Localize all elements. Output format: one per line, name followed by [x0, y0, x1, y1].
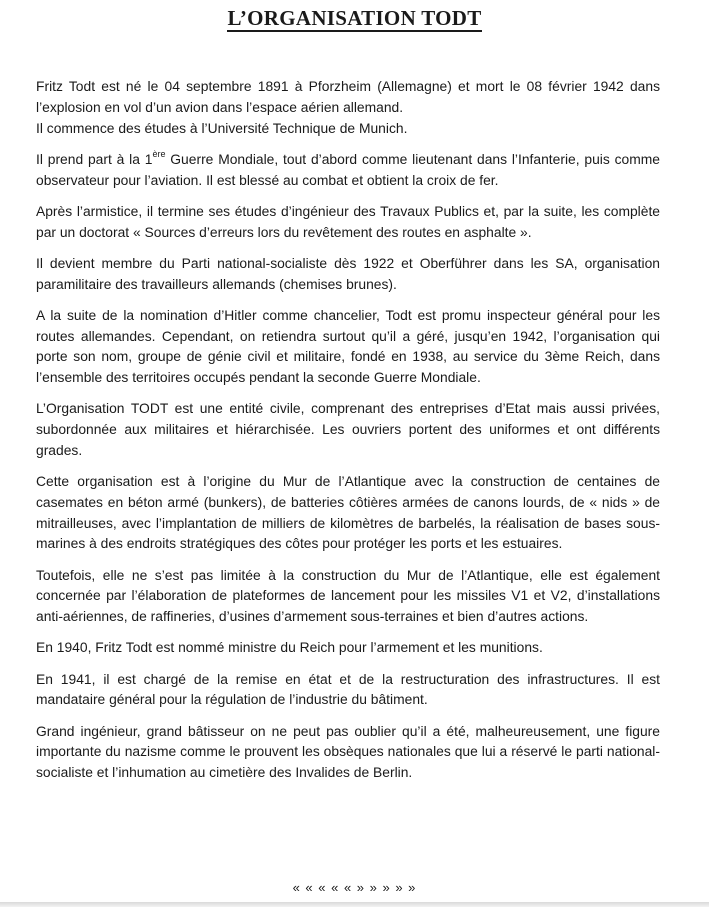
decorative-separator: « « « « « » » » » »: [292, 880, 417, 895]
paragraph-2-after: Guerre Mondiale, tout d’abord comme lieutenant dans l’Infanterie, puis comme observateur pour l’aviation. Il est blessé au combat et obtient la croix de fer.: [36, 150, 660, 188]
paragraph-2-before: Il prend part à la 1: [36, 150, 153, 167]
paragraph-1-line-2: Il commence des études à l’Université Technique de Munich.: [36, 119, 408, 136]
paragraph-6: L’Organisation TODT est une entité civile, comprenant des entreprises d’Etat mais aussi privées, subordonnée aux militaires et hiérarchisée. Les ouvriers portent des uniformes et ont différents grades.: [36, 400, 660, 458]
paragraph-4: Il devient membre du Parti national-socialiste dès 1922 et Oberführer dans les SA, organisation paramilitaire des travailleurs allemands (chemises brunes).: [36, 254, 660, 292]
paragraph-10: En 1941, il est chargé de la remise en état et de la restructuration des infrastructures. Il est mandataire général pour la régulation de l’industrie du bâtiment.: [36, 670, 660, 708]
paragraph-1-line-1: Fritz Todt est né le 04 septembre 1891 à Pforzheim (Allemagne) et mort le 08 février 1942 dans l’explosion en vol d’un avion dans l’espace aérien allemand.: [36, 78, 660, 115]
paragraph-2-superscript: ère: [152, 148, 166, 159]
paragraph-5: A la suite de la nomination d’Hitler comme chancelier, Todt est promu inspecteur général pour les routes allemandes. Cependant, on retiendra surtout qu’il a géré, jusqu’en 1942, l’organisation qui porte son nom, groupe de génie civil et militaire, fondé en 1938, au service du 3ème Reich, dans l’ensemble des territoires occupés pendant la seconde Guerre Mondiale.: [36, 306, 660, 386]
page-title-text: L’ORGANISATION TODT: [227, 6, 482, 30]
paragraph-11: Grand ingénieur, grand bâtisseur on ne peut pas oublier qu’il a été, malheureusement, une figure importante du nazisme comme le prouvent les obsèques nationales que lui a réservé le parti national-socialiste et l’inhumation au cimetière des Invalides de Berlin.: [36, 722, 660, 781]
document-body: [36, 76, 660, 793]
paragraph-7: Cette organisation est à l’origine du Mur de l’Atlantique avec la construction de centaines de casemates en béton armé (bunkers), de batteries côtières armées de canons lourds, de « nids » de mitrailleuses, avec l’implantation de milliers de kilomètres de barbelés, la réalisation de bases sous-marines à des endroits stratégiques des côtes pour protéger les ports et les estuaires.: [36, 473, 660, 552]
page-bottom-edge: [0, 902, 709, 907]
paragraph-8: Toutefois, elle ne s’est pas limitée à la construction du Mur de l’Atlantique, elle est également concernée par l’élaboration de plateformes de lancement pour les missiles V1 et V2, d’installations anti-aériennes, de raffineries, d’usines d’armement sous-terraines et bien d’autres actions.: [36, 566, 660, 625]
page-title: [0, 6, 709, 31]
paragraph-1: [36, 76, 660, 138]
paragraph-2: [36, 149, 660, 191]
paragraph-3: Après l’armistice, il termine ses études d’ingénieur des Travaux Publics et, par la suite, les complète par un doctorat « Sources d’erreurs lors du revêtement des routes en asphalte ».: [36, 202, 660, 240]
paragraph-9: En 1940, Fritz Todt est nommé ministre du Reich pour l’armement et les munitions.: [36, 639, 543, 656]
